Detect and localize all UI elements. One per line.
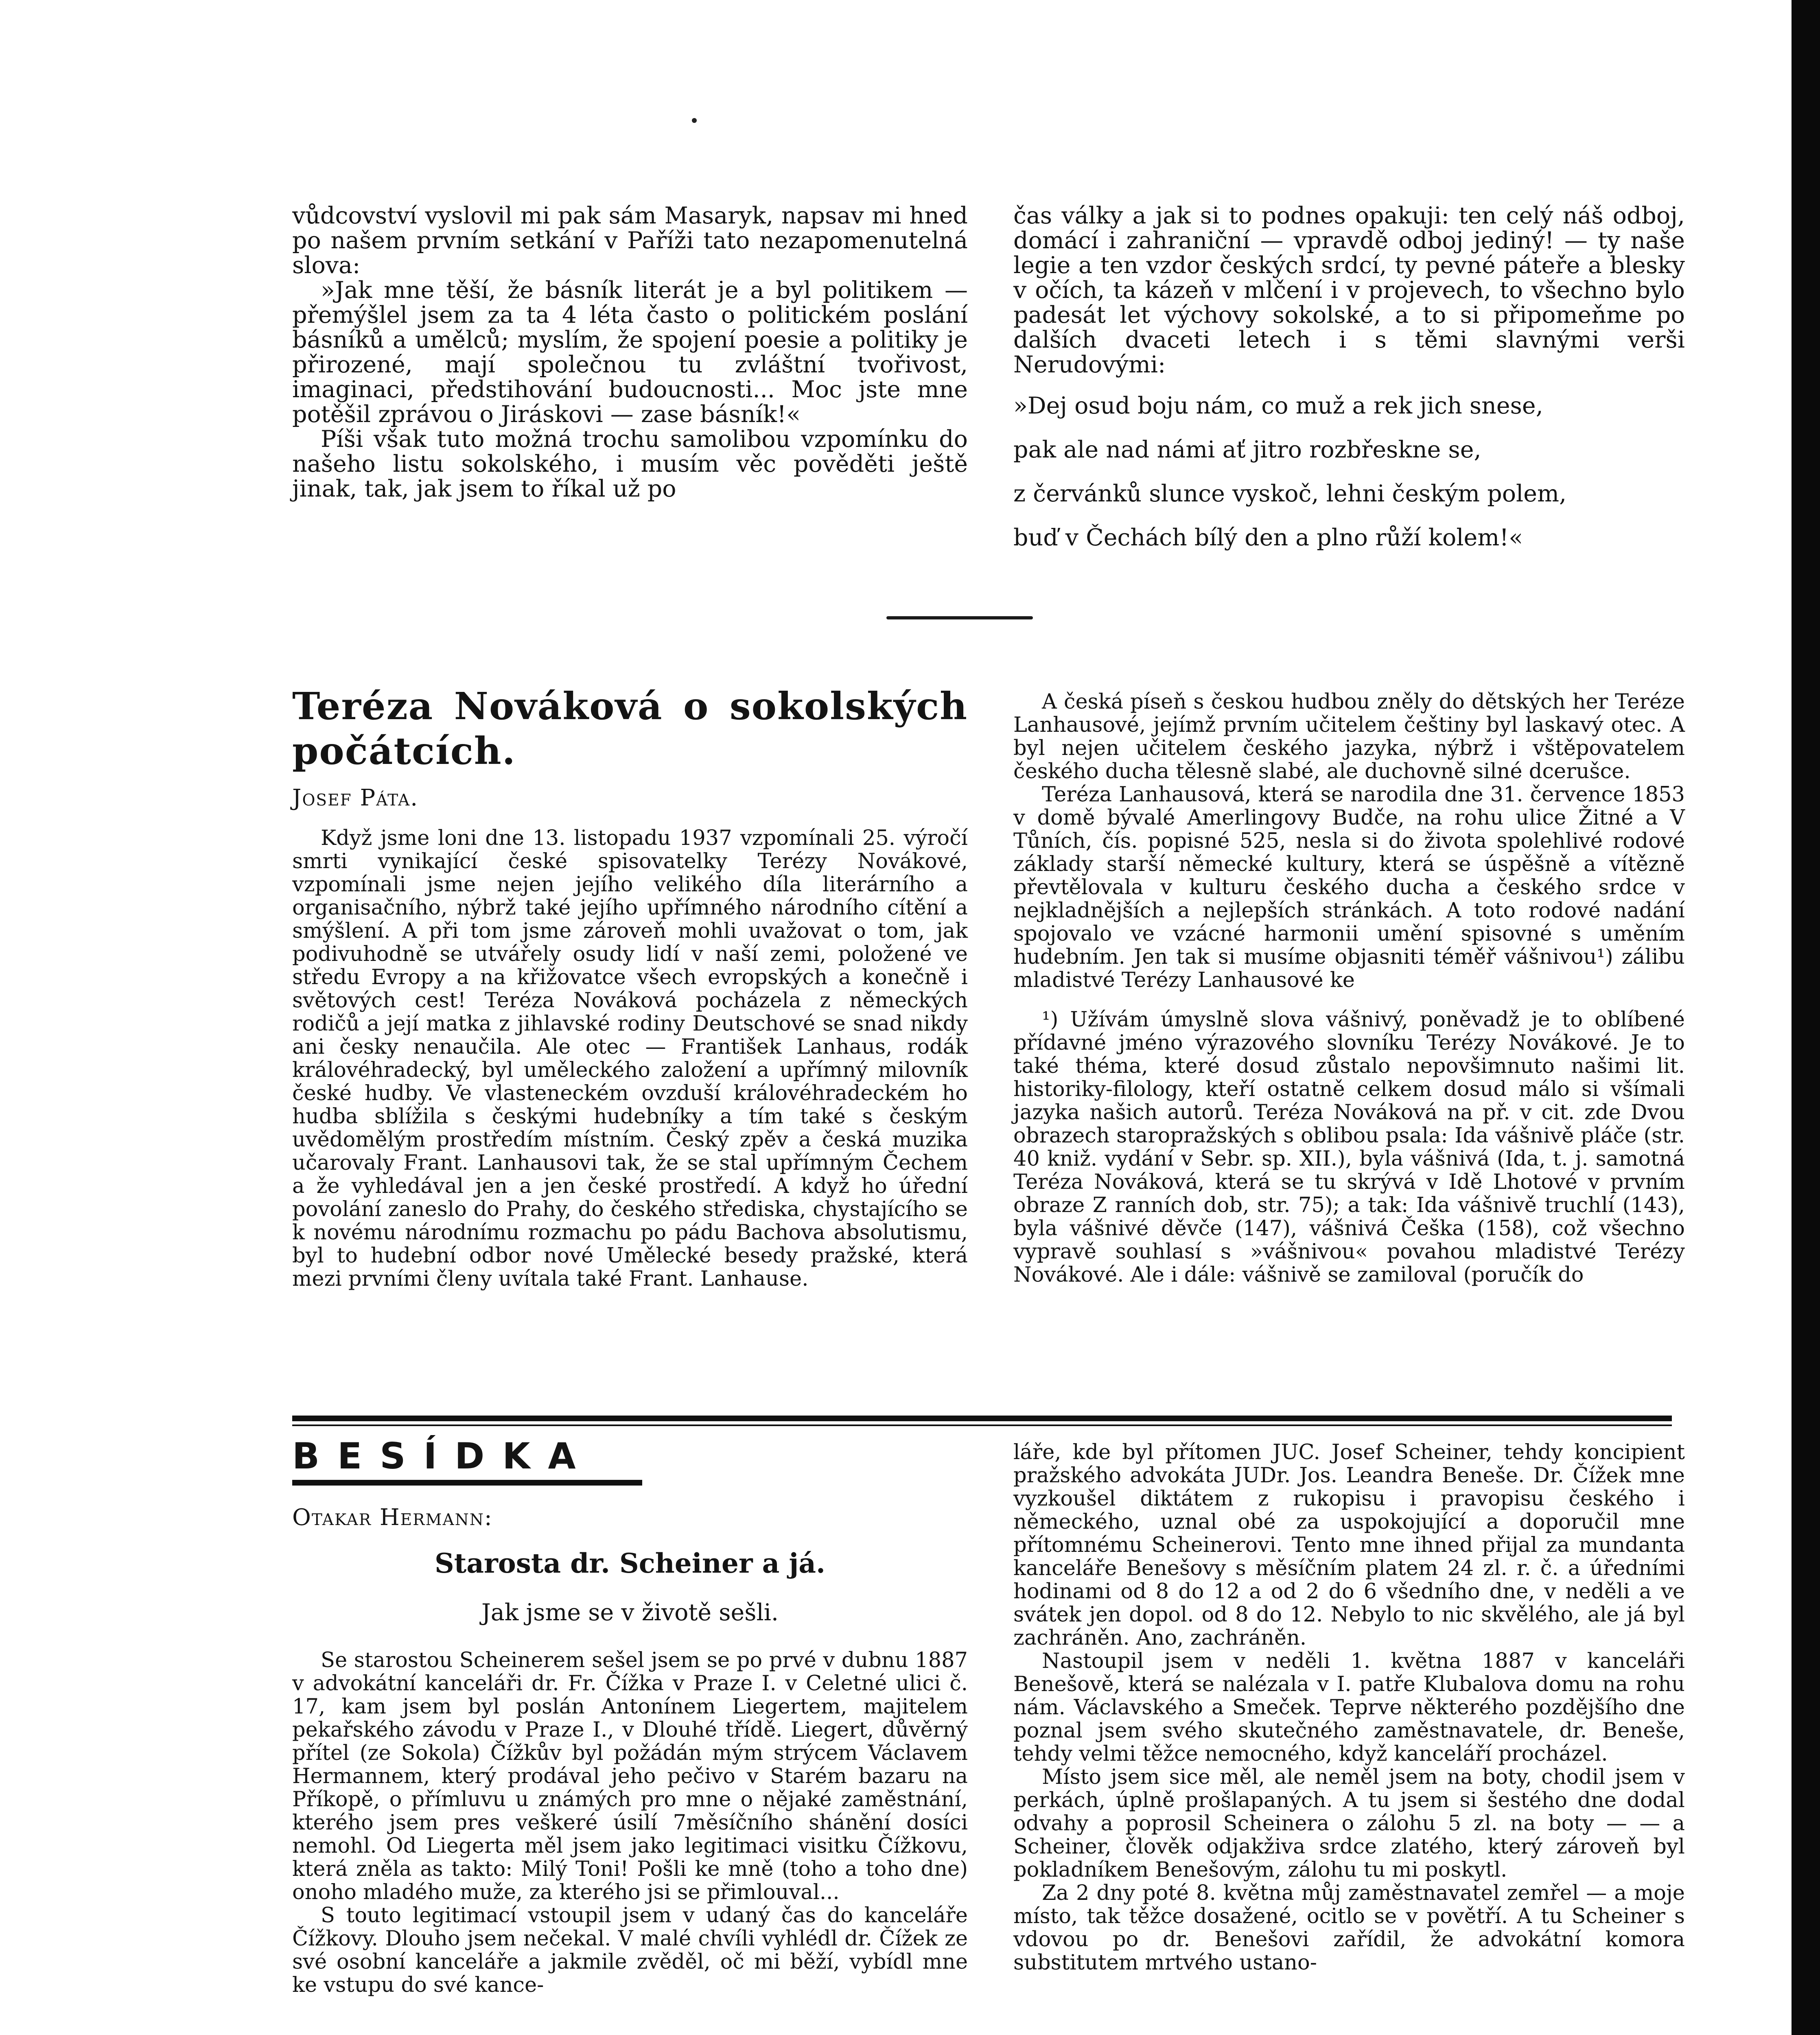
paragraph: Teréza Lanhausová, která se narodila dne 31. července 1853 v domě bývalé Amerlingovy Budče, na rohu ulice Žitné a V Tůních, čís. popisné 525, nesla si do života spolehlivé rodové základy starší německé kultury, která se úspěšně a vítězně převtělovala v kulturu českého ducha a českého srdce v nejkladnějších a nejlepších stránkách. A toto rodové nadání spojovalo ve vzácné harmonii umění spisovné s uměním hudebním. Jen tak si musíme objasniti téměř vášnivou¹) zálibu mladistvé Terézy Lanhausové ke (1013, 783, 1685, 992)
footnote-separator (1013, 992, 1685, 1008)
verse-line: z červánků slunce vyskoč, lehni českým polem, (1013, 480, 1567, 507)
paragraph: Nastoupil jsem v neděli 1. května 1887 v kanceláři Benešově, která se nalézala v I. patře Klubalova domu na rohu nám. Václavského a Smeček. Teprve některého pozdějšího dne poznal jsem svého skutečného zaměstnavatele, dr. Beneše, tehdy velmi těžce nemocného, když kanceláří procházel. (1013, 1649, 1685, 1766)
footnote: ¹) Užívám úmyslně slova vášnivý, poněvadž je to oblíbené přídavné jméno výrazového slovníku Terézy Novákové. Je to také théma, které dosud zůstalo nepovšimnuto našimi lit. historiky-filology, kteří ostatně celkem dosud málo si všímali jazyka našich autorů. Teréza Nováková na př. v cit. zde Dvou obrazech staropražských s oblibou psala: Ida vášnivě pláče (str. 40 kniž. vydání v Sebr. sp. XII.), byla vášnivá (Ida, t. j. samotná Teréza Nováková, která se tu skrývá v Idě Lhotové v prvním obraze Z ranních dob, str. 75); a tak: Ida vášnivě truchlí (143), byla vášnivé děvče (147), vášnivá Češka (158), což všechno vypravě souhlasí s »vášnivou« povahou mladistvé Terézy Novákové. Ale i dále: vášnivě se zamiloval (poručík do (1013, 1008, 1685, 1287)
section-divider-ornament (886, 616, 1033, 619)
paragraph: A česká píseň s českou hudbou zněly do dětských her Teréze Lanhausové, jejímž prvním učitelem češtiny byl laskavý otec. A byl nejen učitelem českého jazyka, nýbrž i vštěpovatelem českého ducha tělesně slabé, ale duchovně silné dcerušce. (1013, 690, 1685, 783)
paragraph: Píši však tuto možná trochu samolibou vzpomínku do našeho listu sokolského, i musím věc pověděti ještě jinak, tak, jak jsem to říkal už po (292, 426, 968, 502)
neruda-verses (1013, 389, 1685, 554)
article-novakova-left (292, 684, 968, 1291)
verse-line: pak ale nad námi ať jitro rozbřeskne se, (1013, 436, 1481, 463)
verse-line: »Dej osud boju nám, co muž a rek jich snese, (1013, 392, 1543, 419)
besidka-author: Otakar Hermann: (292, 1504, 493, 1531)
paragraph: S touto legitimací vstoupil jsem v udaný čas do kanceláře Čížkovy. Dlouho jsem nečekal. V malé chvíli vyhlédl dr. Čížek ze své osobní kanceláře a jakmile zvěděl, oč mi běží, vybídl mne ke vstupu do své kance- (292, 1904, 968, 1997)
section-rule-heavy (292, 1416, 1672, 1421)
paragraph: láře, kde byl přítomen JUC. Josef Scheiner, tehdy koncipient pražského advokáta JUDr. Jos. Leandra Beneše. Dr. Čížek mne vyzkoušel diktátem z rukopisu i pravopisu českého i německého, uznal obé za uspokojující a doporučil mne přítomnému Scheinerovi. Tento mne ihned přijal za mundanta kanceláře Benešovy s měsíčním platem 24 zl. r. č. a úředními hodinami od 8 do 12 a od 2 do 6 všedního dne, v neděli a ve svátek jen dopol. od 8 do 12. Nebylo to nic skvělého, ale já byl zachráněn. Ano, zachráněn. (1013, 1440, 1685, 1650)
top-left-column (292, 204, 968, 501)
article-title: Teréza Nováková o sokolských počátcích. (292, 684, 968, 773)
article-novakova-right (1013, 690, 1685, 1287)
top-right-column (1013, 204, 1685, 565)
paragraph: Když jsme loni dne 13. listopadu 1937 vzpomínali 25. výročí smrti vynikající české spisovatelky Terézy Novákové, vzpomínali jsme nejen jejího velikého díla literárního a organisačního, nýbrž také jejího upřímného národního cítění a smýšlení. A při tom jsme zároveň mohli uvažovat o tom, jak podivuhodně se utvářely osudy lidí v naší zemi, položené ve středu Evropy a na křižovatce všech evropských a konečně i světových cest! Teréza Nováková pocházela z německých rodičů a její matka z jihlavské rodiny Deutschové se snad nikdy ani česky nenaučila. Ale otec — František Lanhaus, rodák královéhradecký, byl uměleckého založení a upřímný milovník české hudby. Ve vlasteneckém ovzduší královéhradeckém ho hudba sblížila s českými hudebníky a tím také s českým uvědomělým prostředím místním. Český zpěv a česká muzika učarovaly Frant. Lanhausovi tak, že se stal upřímným Čechem a že vyhledával jen a jen české prostředí. A když ho úřední povolání zaneslo do Prahy, do českého střediska, chystajícího se k novému národnímu rozmachu po pádu Bachova absolutismu, byl to hudební odbor nové Umělecké besedy pražské, která mezi prvními členy uvítala také Frant. Lanhause. (292, 826, 968, 1291)
scan-speck (692, 118, 697, 123)
paragraph: čas války a jak si to podnes opakuji: ten celý náš odboj, domácí i zahraniční — vpravdě odboj jediný! — ty naše legie a ten vzdor českých srdcí, ty pevné páteře a blesky v očích, ta kázeň v mlčení i v projevech, to všechno bylo padesát let výchovy sokolské, a to si připomeňme po dalších dvaceti letech i s těmi slavnými verši Nerudovými: (1013, 202, 1685, 378)
besidka-subtitle: Jak jsme se v životě sešli. (481, 1599, 779, 1626)
besidka-left-column (292, 1506, 968, 1997)
paragraph: vůdcovství vyslovil mi pak sám Masaryk, napsav mi hned po našem prvním setkání v Paříži tato nezapomenutelná slova: (292, 202, 968, 279)
besidka-heading: BESÍDKA (292, 1435, 594, 1477)
besidka-right-column (1013, 1441, 1685, 1974)
besidka-title: Starosta dr. Scheiner a já. (435, 1547, 825, 1579)
article-author: Josef Páta. (292, 785, 419, 811)
besidka-underline (292, 1480, 642, 1486)
paragraph: Se starostou Scheinerem sešel jsem se po prvé v dubnu 1887 v advokátní kanceláři dr. Fr. Čížka v Praze I. v Celetné ulici č. 17, kam jsem byl poslán Antonínem Liegertem, majitelem pekařského závodu v Praze I., v Dlouhé třídě. Liegert, důvěrný přítel (ze Sokola) Čížkův byl požádán mým strýcem Václavem Hermannem, který prodával jeho pečivo v Starém bazaru na Příkopě, o přímluvu u známých pro mne o nějaké zaměstnání, kterého jsem pres veškeré úsilí 7měsíčního shánění dosíci nemohl. Od Liegerta měl jsem jako legitimaci visitku Čížkovu, která zněla as takto: Milý Toni! Pošli ke mně (toho a toho dne) onoho mladého muže, za kterého jsi se přimlouval... (292, 1648, 968, 1904)
paragraph: Místo jsem sice měl, ale neměl jsem na boty, chodil jsem v perkách, úplně prošlapaných. A tu jsem si šestého dne dodal odvahy a poprosil Scheinera o zálohu 5 zl. na boty — — a Scheiner, člověk odjakživa srdce zlatého, který zároveň byl pokladníkem Benešovým, zálohu tu mi poskytl. (1013, 1765, 1685, 1882)
section-rule-thin (292, 1424, 1672, 1426)
masaryk-quote: »Jak mne těší, že básník literát je a byl politikem — přemýšlel jsem za ta 4 léta často o politickém poslání básníků a umělců; myslím, že spojení poesie a politiky je přirozené, mají společnou tu zvláštní tvořivost, imaginaci, předstihování budoucnosti... Moc jste mne potěšil zprávou o Jiráskovi — zase básník!« (292, 277, 968, 428)
paragraph: Za 2 dny poté 8. května můj zaměstnavatel zemřel — a moje místo, tak těžce dosažené, ocitlo se v povětří. A tu Scheiner s vdovou po dr. Benešovi zařídil, že advokátní komora substitutem mrtvého ustano- (1013, 1881, 1685, 1975)
scan-edge-right (1792, 0, 1820, 2035)
verse-line: buď v Čechách bílý den a plno růží kolem!« (1013, 524, 1523, 551)
